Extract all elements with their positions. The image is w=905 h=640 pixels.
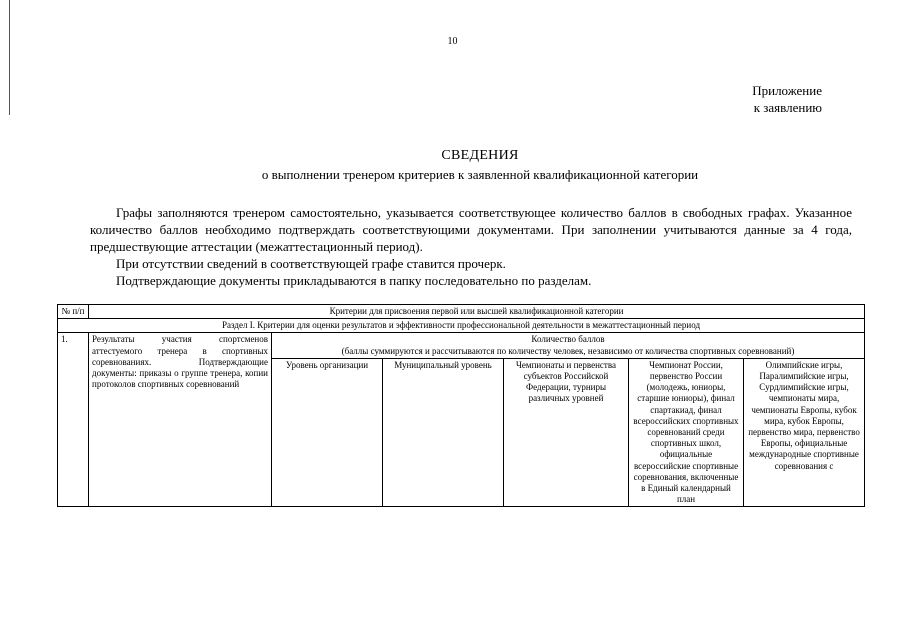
row-number: 1. bbox=[58, 333, 89, 507]
level-national: Чемпионат России, первенство России (молодежь, юниоры, старшие юниоры), финал спартакиад, финал всероссийских спортивных соревнований среди спортивных школ, официальные всероссийские спортивные соревнования, включенные в Единый календарный план bbox=[629, 358, 744, 507]
appendix-line-2: к заявлению bbox=[753, 100, 822, 115]
section-1-title: Раздел I. Критерии для оценки результатов и эффективности профессиональной деятельности в межаттестационный период bbox=[58, 319, 865, 333]
table-header-row bbox=[58, 305, 865, 319]
page-number: 10 bbox=[447, 36, 458, 47]
level-municipal: Муниципальный уровень bbox=[383, 358, 504, 507]
appendix-label bbox=[752, 82, 822, 116]
document-title: СВЕДЕНИЯ bbox=[441, 148, 519, 163]
section-row bbox=[58, 319, 865, 333]
criteria-table bbox=[57, 304, 865, 507]
intro-paragraph-1: Графы заполняются тренером самостоятельно, указывается соответствующее количество баллов в свободных графах. Указанное количество баллов необходимо подтверждать соответствующими документами. При заполнении учитываются данные за 4 года, предшествующие аттестации (межаттестационный период). bbox=[90, 205, 852, 254]
intro-paragraph-2: При отсутствии сведений в соответствующей графе ставится прочерк. bbox=[116, 256, 506, 271]
intro-text bbox=[90, 204, 852, 289]
margin-line bbox=[9, 0, 10, 115]
intro-paragraph-3: Подтверждающие документы прикладываются в папку последовательно по разделам. bbox=[116, 273, 592, 288]
header-number: № п/п bbox=[58, 305, 89, 319]
table-row bbox=[58, 333, 865, 358]
level-international: Олимпийские игры, Паралимпийские игры, Сурдлимпийские игры, чемпионаты мира, чемпионаты Европы, кубок мира, кубок Европы, первенство мира, первенство Европы, официальные международные спортивные соревнования с bbox=[744, 358, 865, 507]
points-title: Количество баллов bbox=[531, 334, 605, 345]
appendix-line-1: Приложение bbox=[752, 83, 822, 98]
level-regional: Чемпионаты и первенства субъектов Российской Федерации, турниры различных уровней bbox=[504, 358, 629, 507]
document-subtitle: о выполнении тренером критериев к заявленной квалификационной категории bbox=[261, 167, 699, 182]
level-organization: Уровень организации bbox=[272, 358, 383, 507]
header-criteria: Критерии для присвоения первой или высшей квалификационной категории bbox=[89, 305, 865, 319]
points-note: (баллы суммируются и рассчитываются по количеству человек, независимо от количества спортивных соревнований) bbox=[341, 345, 795, 356]
points-header bbox=[272, 333, 865, 358]
row-description: Результаты участия спортсменов аттестуемого тренера в спортивных соревнованиях. Подтверждающие документы: приказы о группе тренера, копии протоколов спортивных соревнований bbox=[89, 333, 272, 507]
